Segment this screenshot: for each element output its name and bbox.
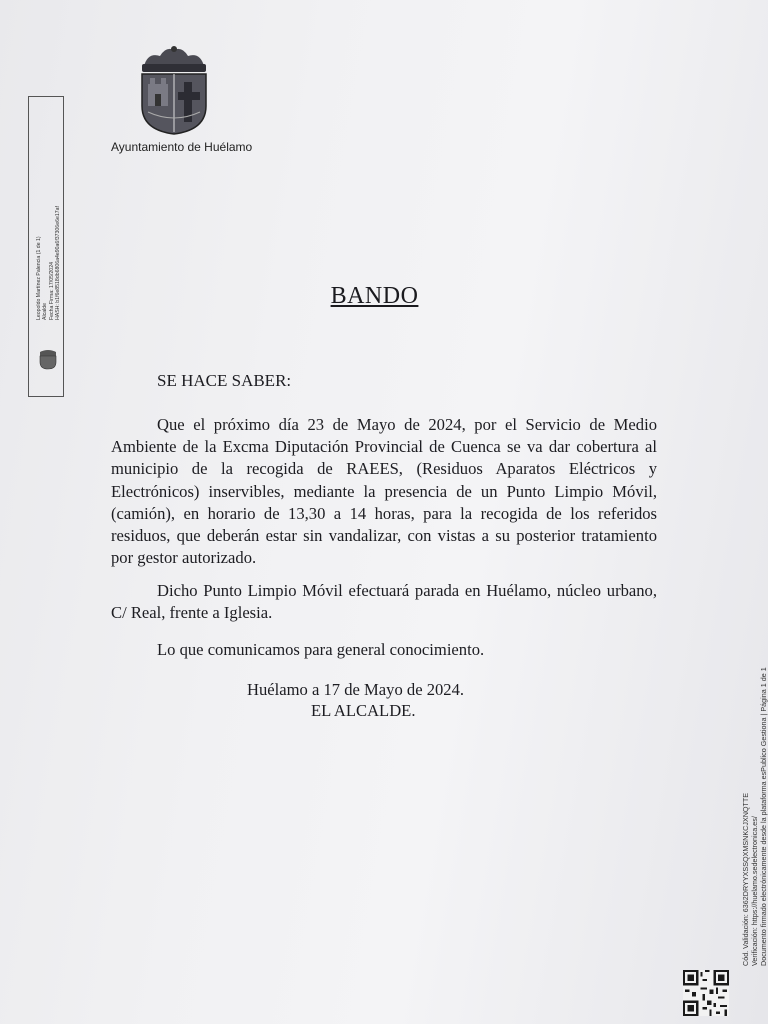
signature-line: Fecha Firma: 17/05/2024: [48, 262, 55, 320]
body-paragraph-2: Dicho Punto Limpio Móvil efectuará parada en Huélamo, núcleo urbano, C/ Real, frente a Iglesia.: [111, 581, 657, 623]
signature-line: HASH: b1f6e8518db6806a4e90a6f37306e6e17af: [55, 206, 62, 320]
small-crest-icon: [34, 348, 62, 370]
signature-line: Leopoldo Martínez Palencia (1 de 1): [36, 236, 42, 320]
verification-line: Verificación: https://huelamo.sedelectronica.es/: [750, 816, 759, 966]
verification-line: Documento firmado electrónicamente desde la plataforma esPublico Gestiona | Página 1 de 1: [759, 667, 768, 966]
signer: EL ALCALDE.: [311, 701, 416, 720]
document-title: BANDO: [330, 283, 419, 309]
body-paragraph-1: Que el próximo día 23 de Mayo de 2024, por el Servicio de Medio Ambiente de la Excma Diputación Provincial de Cuenca se va dar cobertura al municipio de la recogida de RAEES, (Residuos Aparatos Eléctricos y Electrónicos) inservibles, mediante la presencia de un Punto Limpio Móvil, (camión), en horario de 13,30 a 14 horas, para la recogida de los referidos residuos, que deberán estar sin vandalizar, con vistas a su posterior tratamiento por gestor autorizado.: [111, 415, 657, 568]
organization-name: Ayuntamiento de Huélamo: [111, 140, 253, 154]
coat-of-arms-image: [134, 44, 214, 136]
qr-code-image: [683, 970, 729, 1016]
verification-line: Cód. Validación: 6362DRYYXSSQXMSNKCJXNQTTE: [741, 792, 750, 966]
verification-footer: [741, 667, 768, 966]
closing-line: Lo que comunicamos para general conocimiento.: [157, 640, 485, 659]
signature-line: Alcalde: [42, 302, 49, 320]
intro-heading: SE HACE SABER:: [157, 371, 292, 390]
place-date: Huélamo a 17 de Mayo de 2024.: [247, 680, 465, 699]
